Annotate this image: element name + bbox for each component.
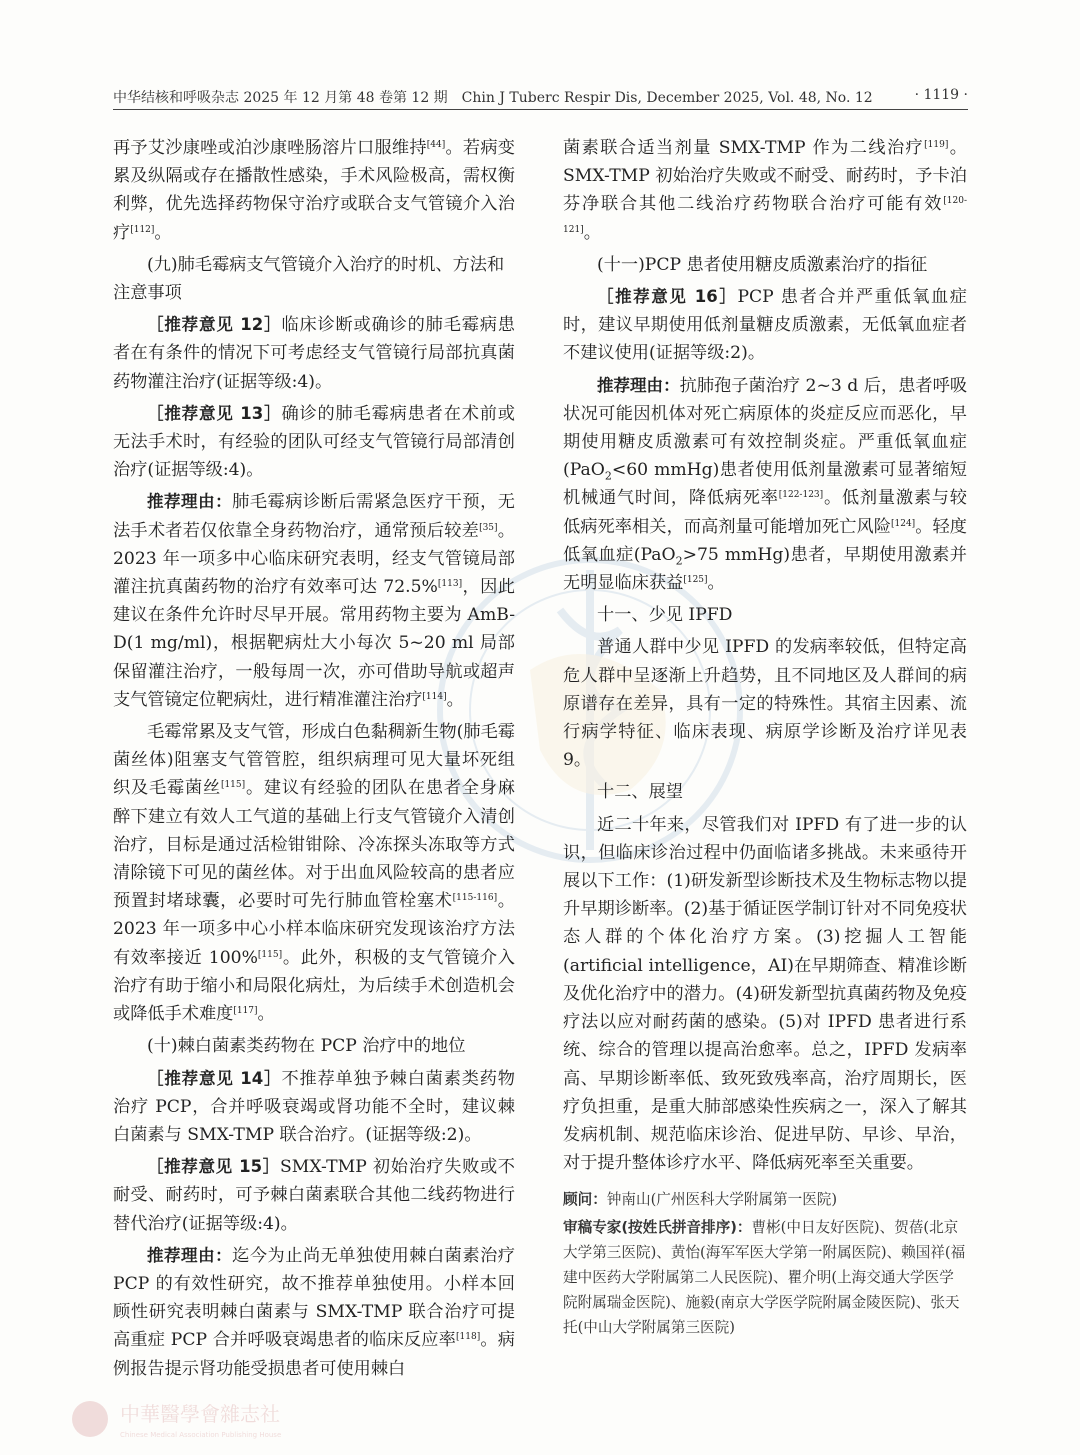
paragraph: 普通人群中少见 IPFD 的发病率较低，但特定高危人群中呈逐渐上升趋势，且不同地区及人群间的病原谱存在差异，具有一定的特殊性。其宿主因素、流行病学特征、临床表现、病原学诊断及治疗详见表 9。 xyxy=(563,637,967,771)
recommendation-16: ［推荐意见 16］PCP 患者合并严重低氧血症时，建议早期使用低剂量糖皮质激素，无低氧血症者不建议使用(证据等级:2)。 xyxy=(563,287,967,364)
paragraph: 毛霉常累及支气管，形成白色黏稠新生物(肺毛霉菌丝体)阻塞支气管管腔，组织病理可见大量坏死组织及毛霉菌丝[115]。建议有经验的团队在患者全身麻醉下建立有效人工气道的基础上行支气管镜介入清创治疗，目标是通过活检钳钳除、冷冻探头冻取等方式清除镜下可见的菌丝体。对于出血风险较高的患者应预置封堵球囊，必要时可先行肺血管栓塞术[115-116]。2023 年一项多中心小样本临床研究发现该治疗方法有效率接近 100%[115]。此外，积极的支气管镜介入治疗有助于缩小和局限化病灶，为后续手术创造机会或降低手术难度[117]。 xyxy=(113,722,515,1025)
publisher-logo xyxy=(68,1395,488,1443)
section-heading-11: (十一)PCP 患者使用糖皮质激素治疗的指征 xyxy=(597,254,928,275)
paragraph: 近二十年来，尽管我们对 IPFD 有了进一步的认识，但临床诊治过程中仍面临诸多挑战。未来亟待开展以下工作：(1)研发新型诊断技术及生物标志物以提升早期诊断率。(2)基于循证医学制订针对不同免疫状态人群的个体化治疗方案。(3)挖掘人工智能(artificial intelligence，AI)在早期筛查、精准诊断及优化治疗中的潜力。(4)研发新型抗真菌药物及免疫疗法以应对耐药菌的感染。(5)对 IPFD 患者进行系统、综合的管理以提高治愈率。总之，IPFD 发病率高、早期诊断率低、致死致残率高，治疗周期长，医疗负担重，是重大肺部感染性疾病之一，深入了解其发病机制、规范临床诊治、促进早防、早诊、早治，对于提升整体诊疗水平、降低病死率至关重要。 xyxy=(563,814,967,1174)
page-number: · 1119 · xyxy=(914,87,968,103)
rationale-paragraph: 推荐理由：迄今为止尚无单独使用棘白菌素治疗 PCP 的有效性研究，故不推荐单独使用。小样本回顾性研究表明棘白菌素与 SMX-TMP 联合治疗可提高重症 PCP 合并呼吸衰竭患者的临床反应率[118]。病例报告提示肾功能受损患者可使用棘白 xyxy=(113,1245,515,1379)
svg-text:中華醫學會雜志社: 中華醫學會雜志社 xyxy=(120,1402,280,1426)
credits xyxy=(563,1187,967,1340)
right-column xyxy=(563,134,967,1343)
rationale-paragraph: 推荐理由：抗肺孢子菌治疗 2~3 d 后，患者呼吸状况可能因机体对死亡病原体的炎症反应而恶化，早期使用糖皮质激素可有效控制炎症。严重低氧血症(PaO$_2$<60 mmHg)患者使用低剂量激素可显著缩短机械通气时间，降低病死率[122-123]。低剂量激素与较低病死率相关，而高剂量可能增加死亡风险[124]。轻度低氧血症(PaO$_2$>75 mmHg)患者，早期使用激素并无明显临床获益[125]。 xyxy=(563,375,968,594)
section-heading-10: (十)棘白菌素类药物在 PCP 治疗中的地位 xyxy=(147,1036,466,1057)
recommendation-12: ［推荐意见 12］临床诊断或确诊的肺毛霉病患者在有条件的情况下可考虑经支气管镜行局部抗真菌药物灌注治疗(证据等级:4)。 xyxy=(113,315,515,392)
reviewers-line: 审稿专家(按姓氏拼音排序)：曹彬(中日友好医院)、贺蓓(北京大学第三医院)、黄怡(海军军医大学第一附属医院)、赖国祥(福建中医药大学附属第二人民医院)、瞿介明(上海交通大学医学院附属瑞金医院)、施毅(南京大学医学院附属金陵医院)、张天托(中山大学附属第三医院) xyxy=(563,1219,966,1337)
left-column xyxy=(113,134,515,1387)
section-heading-9: (九)肺毛霉病支气管镜介入治疗的时机、方法和注意事项 xyxy=(113,254,505,304)
running-header xyxy=(113,87,968,110)
section-heading-11-rare-ipfd: 十一、少见 IPFD xyxy=(597,605,733,626)
recommendation-13: ［推荐意见 13］确诊的肺毛霉病患者在术前或无法手术时，有经验的团队可经支气管镜行局部清创治疗(证据等级:4)。 xyxy=(113,403,515,481)
journal-citation: 中华结核和呼吸杂志 2025 年 12 月第 48 卷第 12 期 Chin J Tuberc Respir Dis, December 2025, Vol. 48, No. 12 xyxy=(113,90,873,106)
paragraph: 再予艾沙康唑或泊沙康唑肠溶片口服维持[44]。若病变累及纵隔或存在播散性感染，手术风险极高，需权衡利弊，优先选择药物保守治疗或联合支气管镜介入治疗[112]。 xyxy=(113,138,515,243)
recommendation-15: ［推荐意见 15］SMX-TMP 初始治疗失败或不耐受、耐药时，可予棘白菌素联合其他二线药物进行替代治疗(证据等级:4)。 xyxy=(113,1157,515,1234)
rationale-paragraph: 推荐理由：肺毛霉病诊断后需紧急医疗干预，无法手术者若仅依靠全身药物治疗，通常预后较差[35]。2023 年一项多中心临床研究表明，经支气管镜局部灌注抗真菌药物的治疗有效率可达 72.5%[113]，因此建议在条件允许时尽早开展。常用药物主要为 AmB-D(1 mg/ml)，根据靶病灶大小每次 5~20 ml 局部保留灌注治疗，一般每周一次，亦可借助导航或超声支气管镜定位靶病灶，进行精准灌注治疗[114]。 xyxy=(113,492,515,710)
adviser-line: 顾问：钟南山(广州医科大学附属第一医院) xyxy=(563,1191,838,1209)
paragraph: 菌素联合适当剂量 SMX-TMP 作为二线治疗[119]。SMX-TMP 初始治疗失败或不耐受、耐药时，予卡泊芬净联合其他二线治疗药物联合治疗可能有效[120-121]。 xyxy=(563,138,967,243)
recommendation-14: ［推荐意见 14］不推荐单独予棘白菌素类药物治疗 PCP，合并呼吸衰竭或肾功能不全时，建议棘白菌素与 SMX-TMP 联合治疗。(证据等级:2)。 xyxy=(113,1068,515,1145)
section-heading-12-outlook: 十二、展望 xyxy=(597,782,683,803)
svg-text:Chinese Medical Association Pu: Chinese Medical Association Publishing House xyxy=(120,1431,282,1439)
